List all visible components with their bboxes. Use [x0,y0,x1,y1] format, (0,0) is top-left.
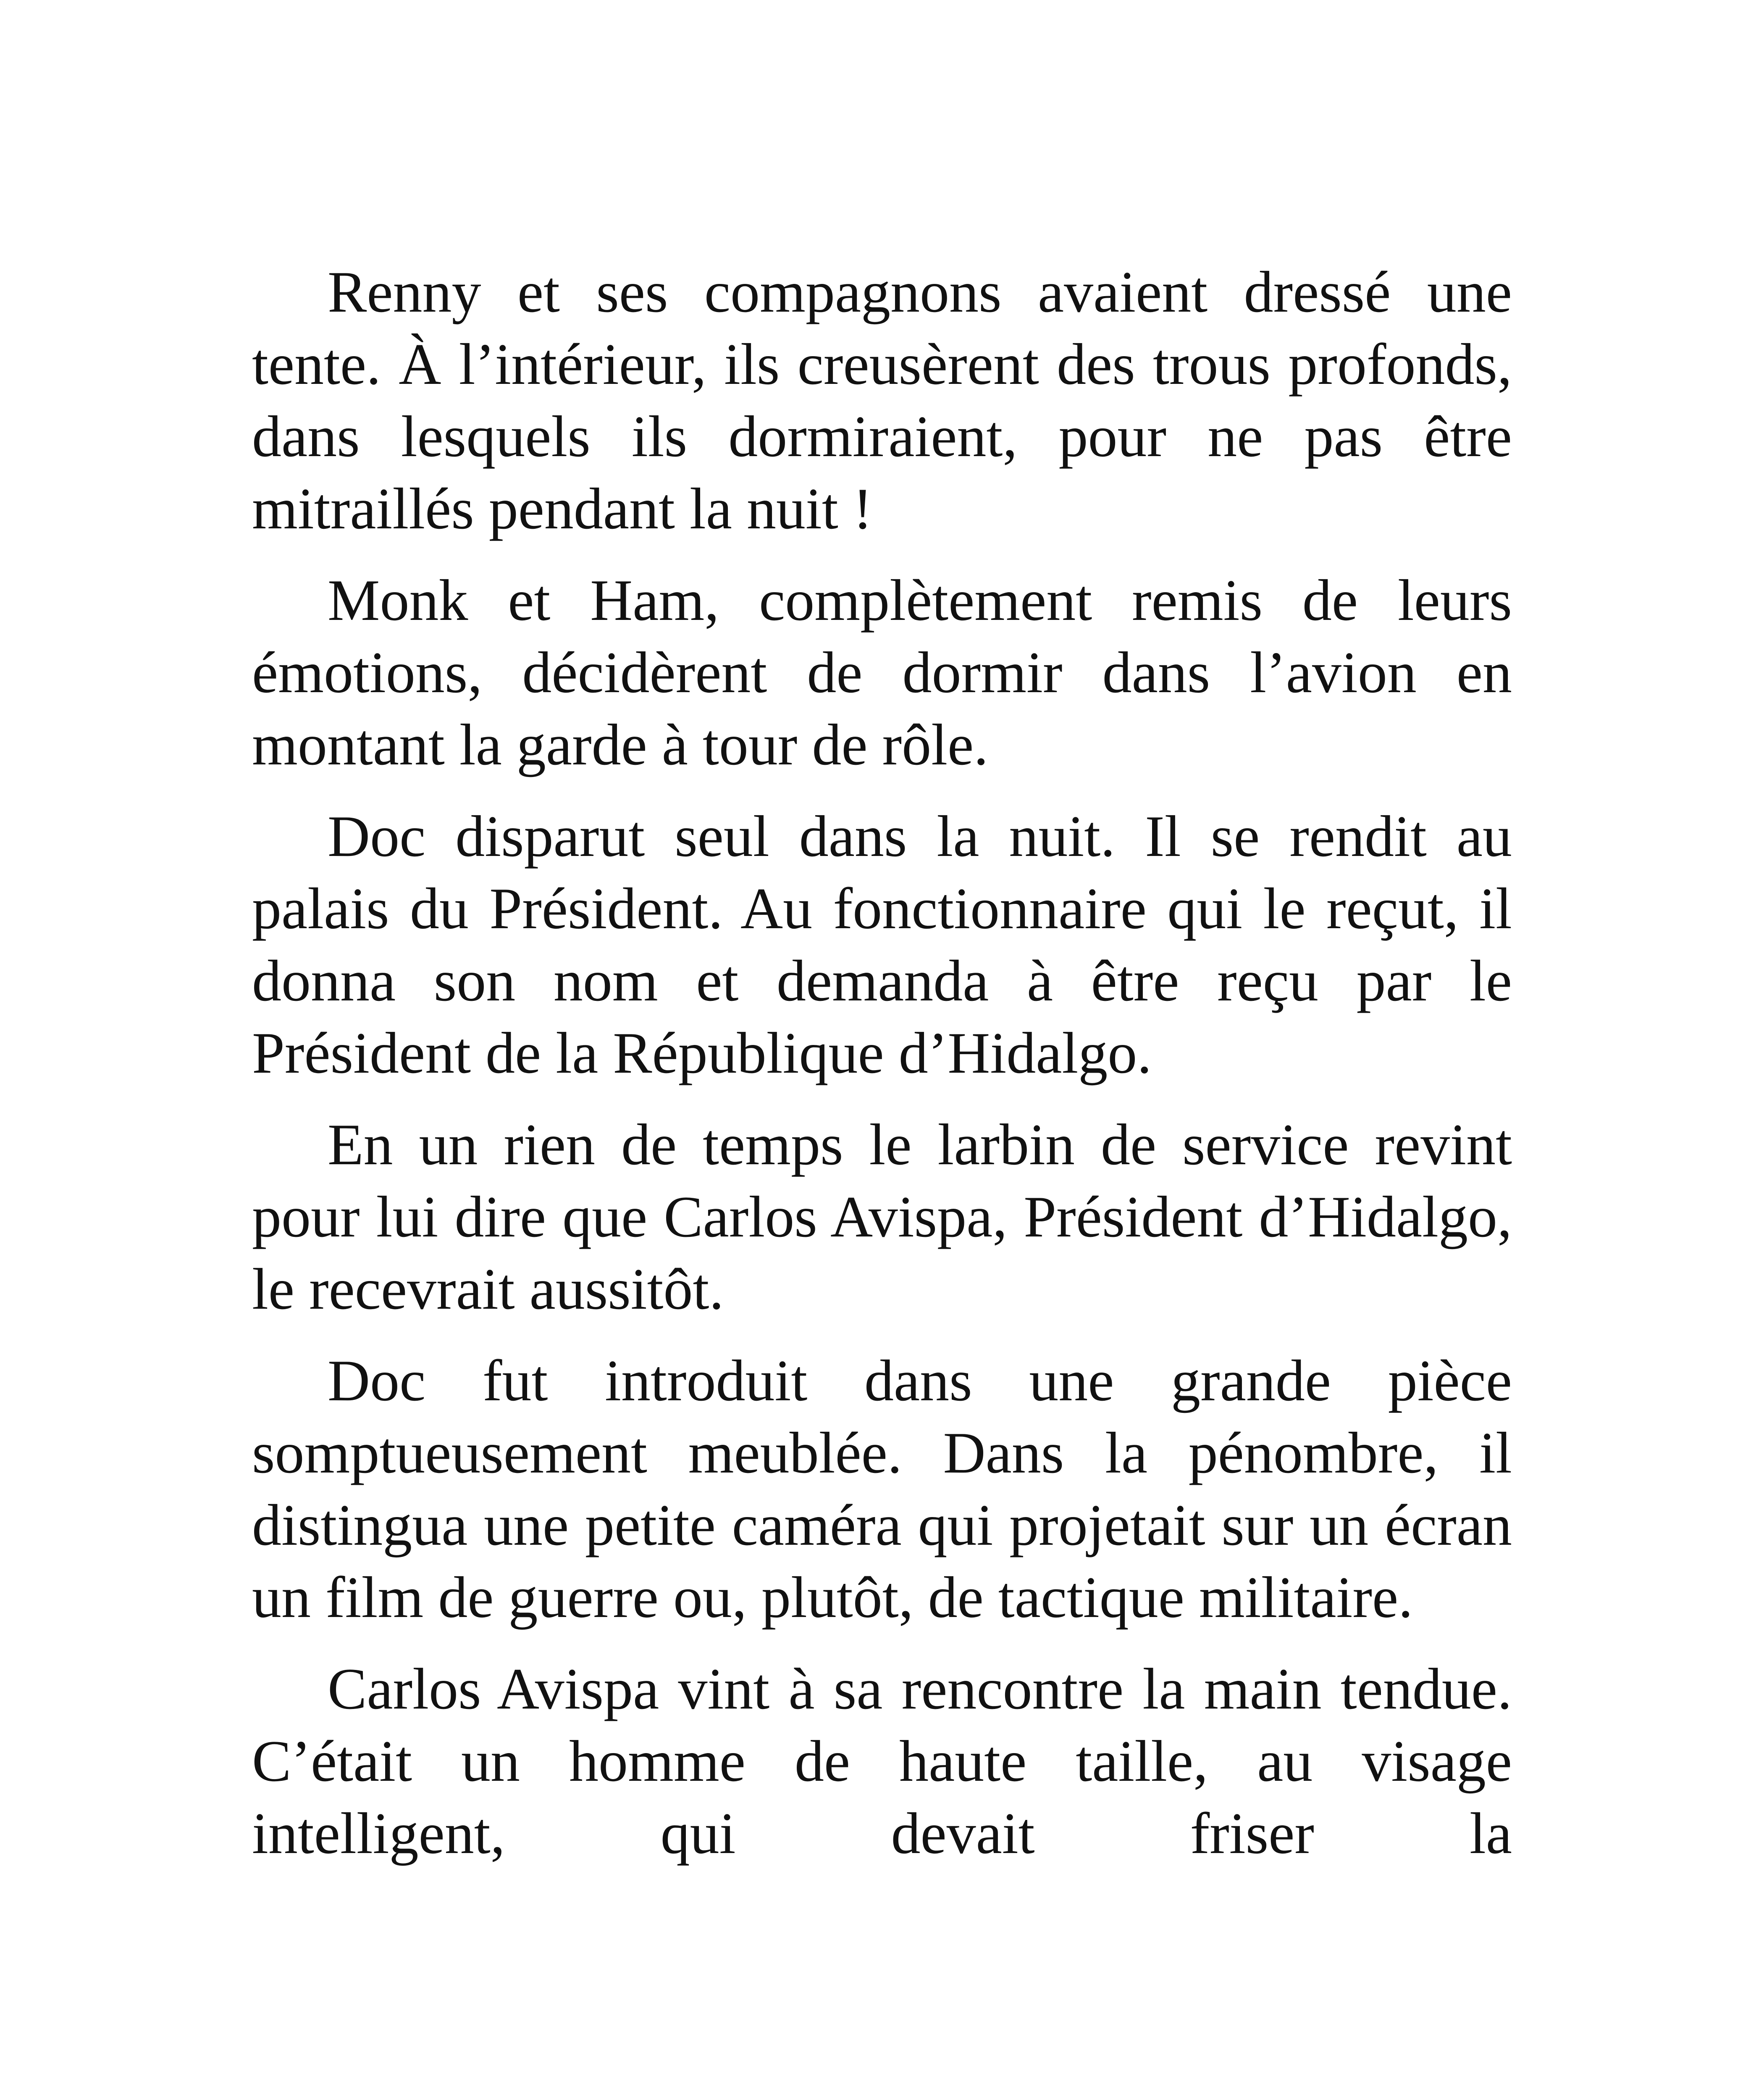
paragraph-3: Doc disparut seul dans la nuit. Il se rendit au palais du Président. Au fonctionnaire qui le reçut, il donna son nom et demanda à être reçu par le Président de la République d’Hidalgo. [252,804,1512,1086]
paragraph-2: Monk et Ham, complètement remis de leurs émotions, décidèrent de dormir dans l’avion en montant la garde à tour de rôle. [252,568,1512,777]
paragraph-4: En un rien de temps le larbin de service revint pour lui dire que Carlos Avispa, Président d’Hidalgo, le recevrait aussitôt. [252,1112,1512,1322]
paragraph-1: Renny et ses compagnons avaient dressé une tente. À l’intérieur, ils creusèrent des trous profonds, dans lesquels ils dormiraient, pour ne pas être mitraillés pendant la nuit ! [252,260,1512,541]
paragraph-6: Carlos Avispa vint à sa rencontre la main tendue. C’était un homme de haute taille, au visage intelligent, qui devait friser la [252,1656,1512,1866]
page-body [252,256,1512,1889]
paragraph-5: Doc fut introduit dans une grande pièce somptueusement meublée. Dans la pénombre, il distingua une petite caméra qui projetait sur un écran un film de guerre ou, plutôt, de tactique militaire. [252,1348,1512,1630]
